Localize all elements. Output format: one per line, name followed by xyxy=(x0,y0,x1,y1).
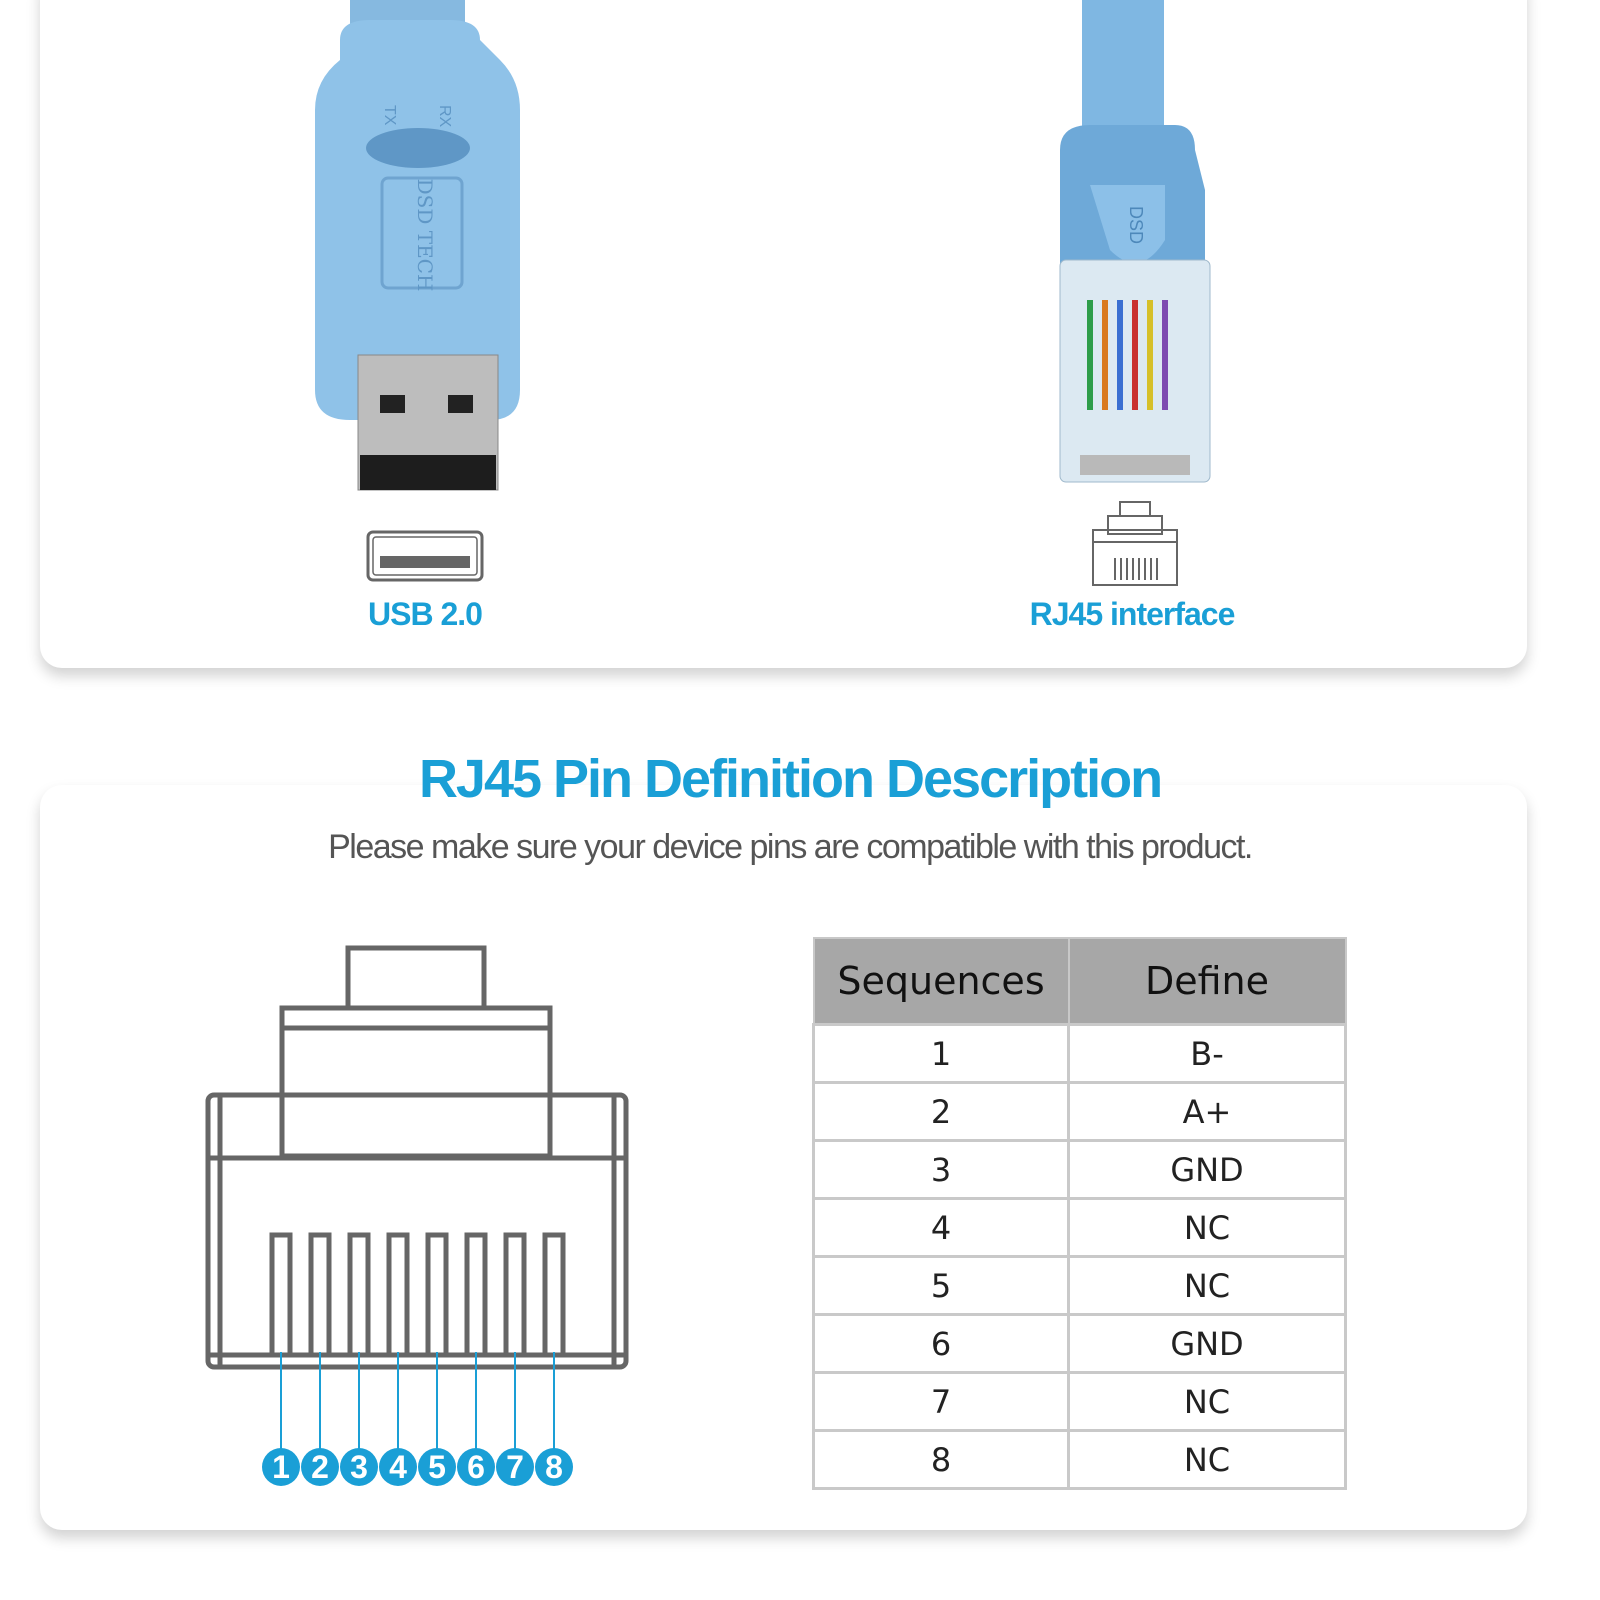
table-header-row xyxy=(814,938,1346,1025)
sequence-cell: 7 xyxy=(814,1373,1069,1431)
table-row xyxy=(814,1431,1346,1489)
pin-contact xyxy=(272,1235,290,1355)
table-row xyxy=(814,1373,1346,1431)
pin-number-badge: 4 xyxy=(379,1448,417,1486)
sequence-cell: 6 xyxy=(814,1315,1069,1373)
pin-number-badge: 1 xyxy=(262,1448,300,1486)
sequence-cell: 4 xyxy=(814,1199,1069,1257)
pin-definition-table xyxy=(812,937,1347,1490)
define-cell: GND xyxy=(1069,1141,1346,1199)
rj45-plug-brand: DSD xyxy=(1126,205,1146,245)
rj45-label: RJ45 interface xyxy=(1029,596,1235,632)
sequence-cell: 2 xyxy=(814,1083,1069,1141)
pin-contact xyxy=(428,1235,446,1355)
define-cell: NC xyxy=(1069,1373,1346,1431)
define-cell: NC xyxy=(1069,1431,1346,1489)
sequence-cell: 3 xyxy=(814,1141,1069,1199)
header-define: Define xyxy=(1069,938,1346,1025)
product-card xyxy=(40,0,1527,668)
pin-number-badge: 6 xyxy=(457,1448,495,1486)
table-row xyxy=(814,1141,1346,1199)
pin-number-badge: 5 xyxy=(418,1448,456,1486)
table-row xyxy=(814,1083,1346,1141)
define-cell: GND xyxy=(1069,1315,1346,1373)
section-subtitle: Please make sure your device pins are compatible with this product. xyxy=(328,828,1252,866)
header-sequences: Sequences xyxy=(814,938,1069,1025)
rj45-pin-diagram xyxy=(200,940,640,1500)
sequence-cell: 5 xyxy=(814,1257,1069,1315)
define-cell: A+ xyxy=(1069,1083,1346,1141)
pin-number-badge: 2 xyxy=(301,1448,339,1486)
rj45-icon xyxy=(1090,500,1180,588)
pin-number-badge: 3 xyxy=(340,1448,378,1486)
rx-text: RX xyxy=(436,105,453,128)
define-cell: NC xyxy=(1069,1257,1346,1315)
usb-plug-image xyxy=(300,0,560,500)
table-row xyxy=(814,1315,1346,1373)
pin-contact xyxy=(506,1235,524,1355)
define-cell: NC xyxy=(1069,1199,1346,1257)
tx-text: TX xyxy=(381,105,398,126)
table-row xyxy=(814,1025,1346,1083)
section-title: RJ45 Pin Definition Description xyxy=(418,749,1162,809)
rj45-plug-image xyxy=(1050,0,1230,490)
plug-brand-text: DSD TECH xyxy=(413,178,437,292)
pin-number-badge: 8 xyxy=(535,1448,573,1486)
pin-number-badge: 7 xyxy=(496,1448,534,1486)
pin-contact xyxy=(311,1235,329,1355)
pin-contact xyxy=(389,1235,407,1355)
usb-icon xyxy=(366,530,484,582)
table-row xyxy=(814,1257,1346,1315)
pin-contact xyxy=(545,1235,563,1355)
pin-contact xyxy=(467,1235,485,1355)
define-cell: B- xyxy=(1069,1025,1346,1083)
sequence-cell: 1 xyxy=(814,1025,1069,1083)
pin-contact xyxy=(350,1235,368,1355)
table-row xyxy=(814,1199,1346,1257)
usb-label: USB 2.0 xyxy=(368,596,482,632)
sequence-cell: 8 xyxy=(814,1431,1069,1489)
